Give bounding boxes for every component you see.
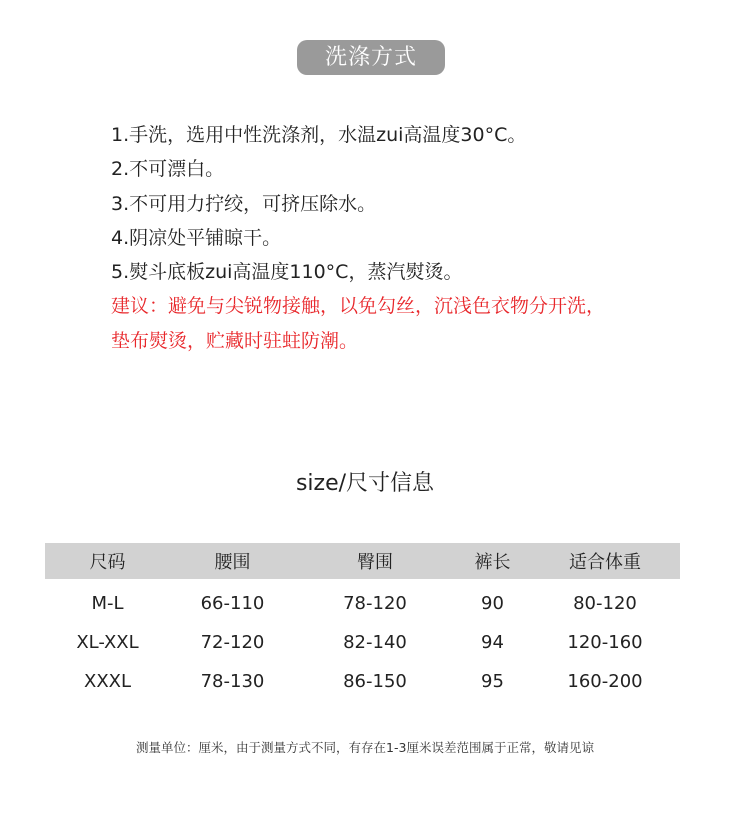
- size-table-header-row: [45, 543, 680, 579]
- table-cell: XL-XXL: [76, 632, 139, 653]
- table-row: [45, 579, 680, 623]
- wash-instruction-line: 1.手洗，选用中性洗涤剂，水温zui高温度30°C。: [111, 124, 527, 146]
- table-cell: M-L: [91, 593, 124, 614]
- wash-instruction-line: 4.阴凉处平铺晾干。: [111, 226, 282, 249]
- table-cell: 95: [481, 671, 504, 692]
- size-info-title: size/尺寸信息: [295, 471, 435, 496]
- header-size: 尺码: [45, 543, 170, 579]
- table-cell: 82-140: [343, 632, 407, 653]
- table-cell: 78-130: [200, 671, 265, 692]
- table-cell: XXXL: [83, 671, 132, 692]
- header-hip: 臀围: [295, 543, 455, 579]
- wash-instructions: [111, 118, 721, 358]
- table-cell: 86-150: [343, 671, 407, 692]
- header-weight: 适合体重: [530, 543, 680, 579]
- table-cell: 160-200: [567, 671, 643, 692]
- table-cell: 90: [481, 593, 504, 614]
- table-cell: 120-160: [567, 632, 643, 653]
- table-cell: 72-120: [200, 632, 265, 653]
- table-row: [45, 662, 680, 701]
- wash-method-title: 洗涤方式: [324, 45, 417, 70]
- header-length: 裤长: [455, 543, 530, 579]
- wash-instruction-line: 3.不可用力拧绞，可挤压除水。: [111, 192, 377, 215]
- wash-instruction-line: 5.熨斗底板zui高温度110°C，蒸汽熨烫。: [111, 261, 463, 284]
- measurement-note: 测量单位：厘米，由于测量方式不同，有存在1-3厘米误差范围属于正常，敬请见谅: [136, 740, 594, 755]
- table-cell: 94: [481, 632, 504, 653]
- wash-instruction-line: 2.不可漂白。: [111, 158, 225, 181]
- wash-method-badge: [297, 40, 445, 75]
- table-row: [45, 623, 680, 662]
- table-cell: 80-120: [573, 593, 637, 614]
- table-cell: 66-110: [200, 593, 265, 614]
- wash-tip-line: 建议：避免与尖锐物接触，以免勾丝，沉浅色衣物分开洗，: [111, 295, 606, 318]
- header-waist: 腰围: [170, 543, 295, 579]
- size-table: [45, 543, 680, 701]
- wash-tip-line: 垫布熨烫，贮藏时驻蛀防潮。: [111, 329, 359, 352]
- table-cell: 78-120: [343, 593, 407, 614]
